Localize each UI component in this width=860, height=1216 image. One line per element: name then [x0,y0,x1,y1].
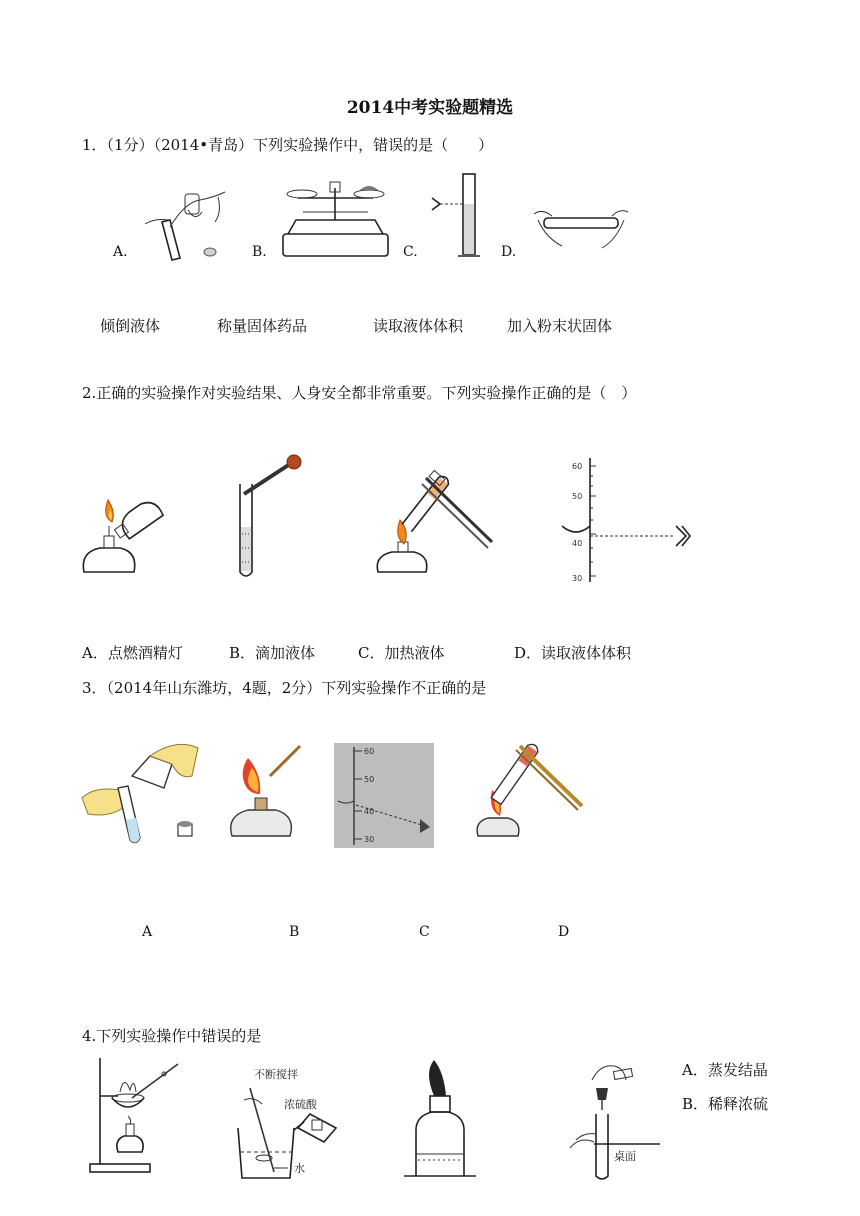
dropper-test-tube-illustration [234,452,306,582]
q2-option-a: A．点燃酒精灯 [82,644,183,662]
cylinder-eye-reading-illustration [560,452,698,587]
q1-option-a-letter: A. [113,244,128,260]
label-stir: 不断搅拌 [254,1068,298,1081]
q2-option-c: C．加热液体 [358,644,445,662]
label-table: 桌面 [614,1150,636,1163]
lamp-flame-illustration [226,738,310,850]
graduated-cylinder-reading-illustration [428,170,498,262]
q3-tick-40: 40 [364,807,375,816]
stopper-test-tube-illustration [566,1052,670,1182]
heating-liquid-illustration [372,462,498,590]
q3-tick-30: 30 [364,835,375,844]
q1-caption-a: 倾倒液体 [100,317,161,335]
q1-stem: 1．（1分）（2014•青岛）下列实验操作中，错误的是（ ） [82,136,494,154]
q3-option-b-letter: B [289,924,300,940]
evaporation-stand-illustration [84,1052,194,1176]
q3-tick-60: 60 [364,747,375,756]
cylinder-photo-illustration [334,743,434,848]
q2-tick-50: 50 [572,492,583,501]
balance-scale-illustration [278,176,393,261]
q4-option-b: B．稀释浓硫 [682,1095,769,1113]
label-water: 水 [294,1162,305,1175]
page-title: 2014中考实验题精选 [346,98,514,118]
q1-option-b-letter: B. [252,244,267,260]
q2-stem: 2.正确的实验操作对实验结果、人身安全都非常重要。下列实验操作正确的是（ ） [82,384,637,402]
q1-option-d-letter: D. [501,244,517,260]
q2-tick-40: 40 [572,539,583,548]
q3-tick-50: 50 [364,775,375,784]
q3-stem: 3．（2014年山东潍坊，4题，2分）下列实验操作不正确的是 [82,679,487,697]
q2-tick-30: 30 [572,574,583,583]
q2-option-b: B．滴加液体 [229,644,316,662]
adding-powder-illustration [532,198,630,260]
q3-option-d-letter: D [558,924,570,940]
lighting-alcohol-lamp-illustration [76,482,166,584]
q4-option-a: A．蒸发结晶 [682,1061,768,1079]
pouring-test-tube-illustration [80,736,208,848]
q3-option-a-letter: A [142,924,153,940]
cylinder-ticks [590,466,596,576]
q1-caption-c: 读取液体体积 [373,317,464,335]
diluting-acid-illustration [228,1052,358,1182]
heating-test-tube-clamp-illustration [474,736,586,848]
q4-stem: 4.下列实验操作中错误的是 [82,1027,262,1045]
q3-option-c-letter: C [419,924,430,940]
dropper-bottle-illustration [400,1052,480,1178]
pouring-liquid-illustration [140,182,240,262]
q1-caption-b: 称量固体药品 [217,317,308,335]
q2-tick-60: 60 [572,462,583,471]
label-acid: 浓硫酸 [284,1098,317,1111]
q1-caption-d: 加入粉末状固体 [507,317,613,335]
q2-option-d: D．读取液体体积 [514,644,632,662]
q1-option-c-letter: C. [403,244,418,260]
